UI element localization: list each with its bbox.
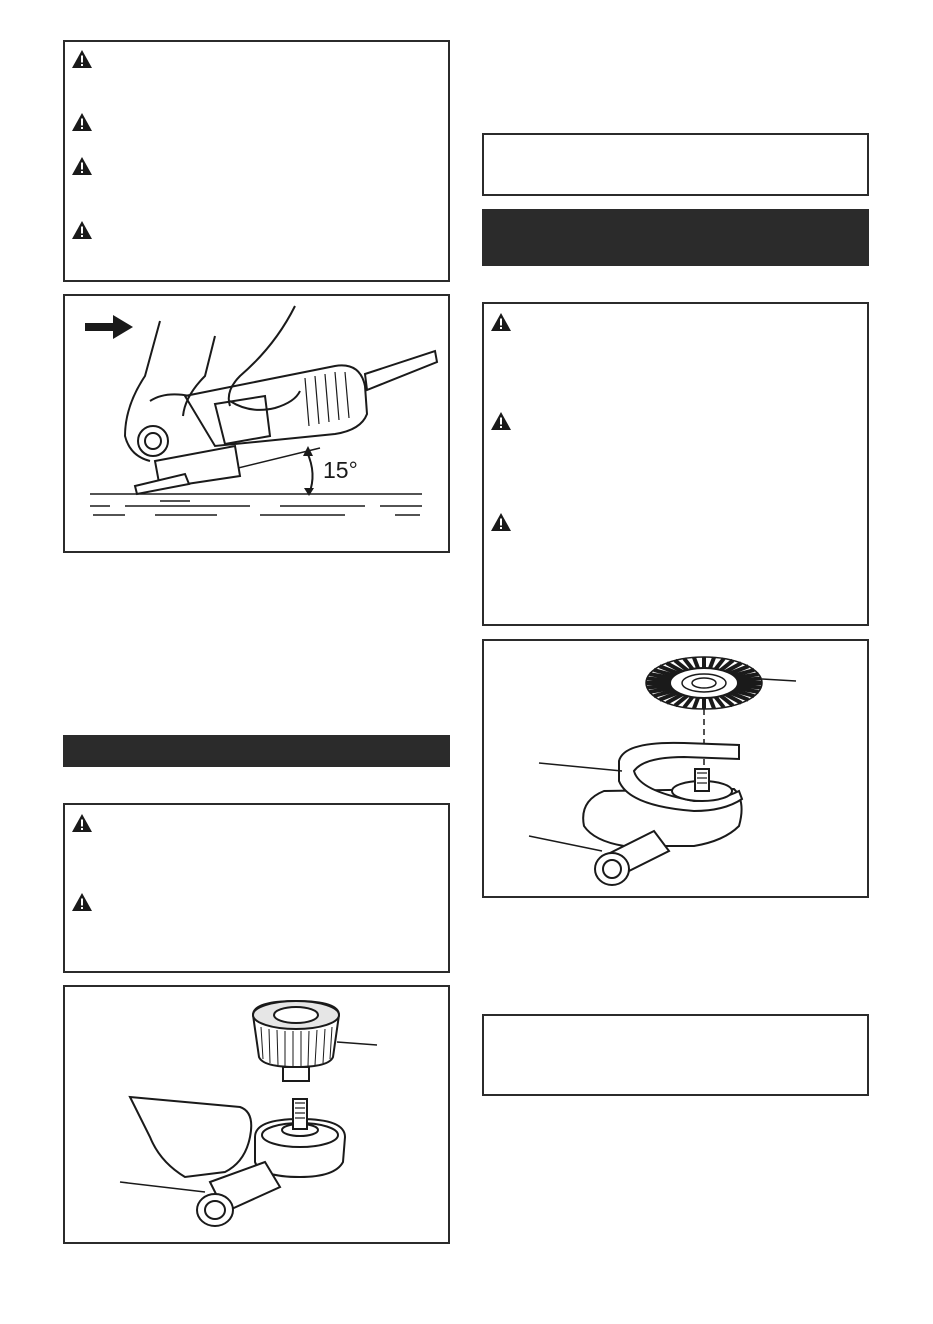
angle-grinder <box>130 1097 345 1226</box>
warning-box-1 <box>63 40 450 282</box>
warning-triangle-icon <box>71 813 93 833</box>
figure-cup-wire-brush <box>63 985 450 1244</box>
figure-wheel-wire-brush <box>482 639 869 898</box>
work-surface <box>90 494 422 515</box>
warning-triangle-icon <box>71 112 93 132</box>
direction-arrow-icon <box>85 315 133 339</box>
angle-grinder <box>135 351 437 494</box>
section-heading-band-left <box>63 735 450 767</box>
warning-triangle-icon <box>490 312 512 332</box>
warning-triangle-icon <box>71 220 93 240</box>
figure-grinding-angle <box>63 294 450 553</box>
note-box-1 <box>482 133 869 196</box>
wheel-wire-brush <box>646 657 762 709</box>
cup-wire-brush <box>253 1001 339 1081</box>
warning-triangle-icon <box>490 411 512 431</box>
warning-triangle-icon <box>71 49 93 69</box>
warning-triangle-icon <box>71 156 93 176</box>
warning-triangle-icon <box>71 892 93 912</box>
angle-label: 15° <box>323 457 358 483</box>
angle-grinder <box>583 743 742 885</box>
section-heading-band-right <box>482 209 869 266</box>
warning-box-2 <box>63 803 450 973</box>
note-box-2 <box>482 1014 869 1096</box>
warning-box-3 <box>482 302 869 626</box>
warning-triangle-icon <box>490 512 512 532</box>
